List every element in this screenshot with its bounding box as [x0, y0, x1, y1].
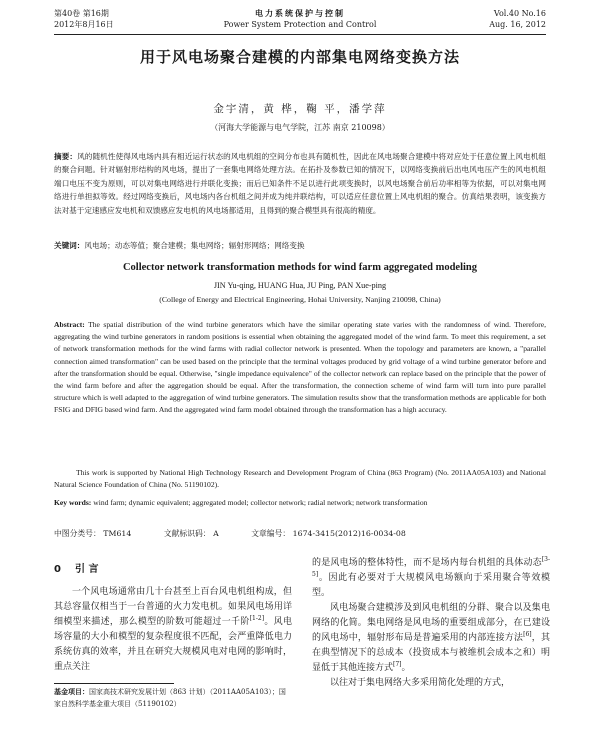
clc-number: 中图分类号： TM614: [54, 529, 132, 538]
right-p2-end: 。: [401, 663, 411, 673]
intro-paragraph-1-cont: [312, 556, 550, 601]
journal-name-cn: 电力系统保护与控制: [255, 9, 345, 18]
header-volume-en: Vol.40 No.16: [493, 9, 546, 18]
paper-title-en: Collector network transformation methods for wind farm aggregated modeling: [122, 262, 478, 273]
abstract-cn-text: 风的随机性使得风电场内具有相近运行状态的风电机组的空间分布也具有随机性，因此在风电场聚合建模中将对应处于任意位置上风电机组的聚合问题。针对辐射形结构的风电场，提出了一套集电网络处理方法。在拓扑及参数已知的情况下，以网络变换前后出电风电压产生的风电机组端口电压不变为原则，可以对集电网络进行并联化变换；而后已知条件不足以进行此项变换时，以风电场聚合前后功率相等为依据，可以对集电网络进行单担拟等效。经过网络变换后，风电场内各台机组之间并成为纯并联结构，可以适应任意位置上风电机组的聚合。仿真结果表明，该变换方法对基于定速感应发电机和双馈感应发电机的风电场都适用，且得到的聚合模型具有很高的精度。: [54, 152, 547, 215]
header-center: [54, 8, 546, 30]
document-code: 文献标识码： A: [163, 529, 219, 538]
journal-name-en: Power System Protection and Control: [223, 20, 377, 29]
header-rule: [54, 34, 546, 35]
abstract-cn: [54, 150, 546, 217]
header-right: [489, 8, 546, 30]
intro-paragraph-3: 以往对于集电网络大多采用简化处理的方式，: [330, 678, 511, 688]
footnote-rule: [54, 683, 174, 684]
keywords-en-text: wind farm; dynamic equivalent; aggregated model; collector network; radial network; network transformation: [93, 498, 428, 507]
citation: [1-2]: [249, 615, 265, 622]
right-p1-cont: 。因此有必要对于大规模风电场额向于采用聚合等效模型。: [312, 573, 550, 598]
right-p1-text: 的是风电场的整体特性，而不是场内每台机组的具体动态: [312, 558, 542, 568]
abstract-cn-label: 摘要：: [54, 152, 78, 161]
article-number: 文章编号： 1674-3415(2012)16-0034-08: [251, 529, 406, 538]
footnote-funding: [54, 686, 292, 710]
keywords-cn-text: 风电场；动态等值；聚合建模；集电网络；辐射形网络；网络变换: [84, 241, 305, 250]
abstract-en-text: The spatial distribution of the wind turbine generators which have the similar operating state varies with the randomness of wind. Therefore, aggregating the wind turbine generators in random positions is essential when obtaining the aggregated model of the wind farm. To meet this requirement, a set of network transformation methods for the wind farms with radial collector network is presented. When the topology and parameters are known, a "parallel connection aimed transformation" can be used based on the principle that the terminal voltages produced by grid voltage of a wind turbine generator before and after the transformation should be equal. Otherwise, "single impedance equivalence" of the collector network can replace based on the principle that the power of the wind farm before and after the aggregation should be equal. After the transformation, the connection scheme of wind farm will turn into pure parallel structure which is well adapted to the aggregation of wind turbine generators. The simulation results show that the transformation methods are applicable for both FSIG and DFIG based wind farm. And the aggregated wind farm model obtained through the transformation has a high accuracy.: [54, 320, 546, 415]
running-header: [54, 8, 546, 34]
affiliation-cn: （河海大学能源与电气学院，江苏 南京 210098）: [210, 123, 390, 132]
footnote-label: 基金项目：: [54, 688, 89, 696]
intro-paragraph-1: [54, 585, 292, 675]
abstract-en: [54, 319, 546, 417]
column-right: [312, 556, 550, 691]
right-p2-cont: ，其在典型情况下的总成本（投资成本与被维机会成本之和）明显低于其他连接方式: [312, 633, 550, 673]
authors-en: JIN Yu-qing, HUANG Hua, JU Ping, PAN Xue-ping: [213, 281, 387, 290]
keywords-en-label: Key words:: [54, 498, 92, 507]
footnote-text: 国家高技术研究发展计划（863 计划）（2011AA05A103）；国家自然科学基金重大项目（51190102）: [54, 688, 286, 708]
intro-p1-cont: 。风电场容量的大小和模型的复杂程度很不匹配，会严重降低电力系统仿真的效率，并且在研究大规模风电对电网的影响时，重点关注: [54, 617, 292, 672]
paper-title-cn: 用于风电场聚合建模的内部集电网络变换方法: [139, 48, 460, 66]
classification-line: [54, 528, 546, 539]
intro-p1-text: 一个风电场通常由几十台甚至上百台风电机组构成，但其总容量仅相当于一台普通的火力发电机。如果风电场用详细模型来描述，那么模型的阶数可能超过一千阶: [54, 587, 292, 627]
keywords-en: [54, 498, 546, 507]
citation: [3-5]: [312, 556, 550, 578]
keywords-cn: [54, 240, 546, 251]
header-date-en: Aug. 16, 2012: [489, 20, 546, 29]
section-title: 引 言: [74, 564, 99, 575]
citation: [7]: [393, 661, 402, 668]
right-p2-text: 风电场聚合建模涉及到风电机组的分群、聚合以及集电网络的化简。集电网络是风电场的重要组成部分，在已建设的风电场中，辐射形布局是普遍采用的内部连接方法: [312, 603, 550, 643]
funding-statement-en: This work is supported by National High Technology Research and Development Program of China (863 Program) (No. 2011AA05A103) and National Natural Science Foundation of China (No. 51190102).: [54, 468, 546, 489]
section-heading: [54, 562, 292, 577]
keywords-cn-label: 关键词：: [54, 241, 85, 250]
header-date-cn: 2012年8月16日: [54, 20, 114, 29]
header-volume-cn: 第40卷 第16期: [54, 9, 109, 18]
citation: [6]: [523, 631, 532, 638]
authors-cn: 金宇清，黄 桦，鞠 平，潘学萍: [213, 103, 387, 115]
affiliation-en: (College of Energy and Electrical Engineering, Hohai University, Nanjing 210098, China): [159, 295, 441, 304]
abstract-en-label: Abstract:: [54, 320, 85, 329]
column-left: [54, 556, 292, 675]
intro-paragraph-2: [312, 601, 550, 676]
section-number: 0: [54, 564, 61, 575]
